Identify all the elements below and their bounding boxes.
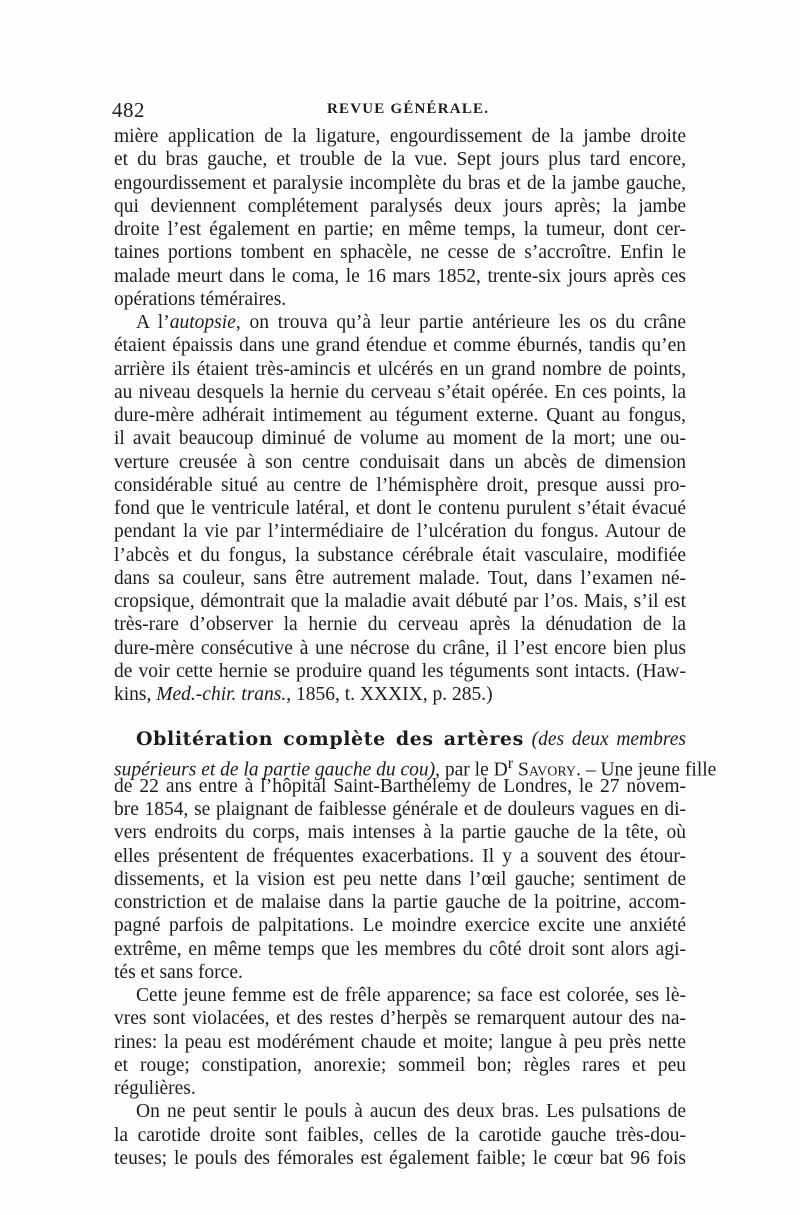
text-line: verture creusée à son centre conduisait dans un abcès de dimension (114, 451, 686, 473)
section-title: Oblitération complète des artères (136, 728, 524, 751)
text-line: de 22 ans entre à l’hôpital Saint-Barthélemy de Londres, le 27 novem- (114, 775, 686, 797)
text-line: taines portions tombent en sphacèle, ne cesse de s’accroître. Enfin le (114, 242, 686, 264)
text-line: malade meurt dans le coma, le 16 mars 1852, trente-six jours après ces (114, 265, 686, 287)
text-line: rines: la peau est modérément chaude et moite; langue à peu près nette (114, 1031, 686, 1053)
text-line (114, 728, 686, 751)
text-line: de voir cette hernie se produire quand les téguments sont intacts. (Haw- (114, 660, 686, 682)
section-subtitle: (des deux membres (531, 729, 687, 751)
text-line: tés et sans force. (114, 961, 243, 983)
text-line: dure-mère adhérait intimement au tégument externe. Quant au fongus, (114, 405, 686, 426)
text-run: , 1856, t. XXXIX, p. 285.) (286, 684, 493, 705)
text-line: pendant la vie par l’intermédiaire de l’ulcération du fongus. Autour de (114, 521, 686, 543)
text-run: , on trouva qu’à leur partie antérieure les os du crâne (235, 312, 686, 333)
text-line: considérable situé au centre de l’hémisphère droit, presque aussi pro- (114, 474, 686, 496)
text-line (114, 683, 686, 706)
text-line: On ne peut sentir le pouls à aucun des deux bras. Les pulsations de (136, 1101, 686, 1123)
running-head: REVUE GÉNÉRALE. (327, 101, 490, 117)
author-name: Savory (513, 759, 577, 780)
text-line (114, 752, 717, 780)
text-line: elles présentent de fréquentes exacerbations. Il y a souvent des étour- (114, 845, 686, 867)
text-line: extrême, en même temps que les membres du côté droit sont alors agi- (114, 938, 686, 960)
text-line: très-rare d’observer la hernie du cerveau après la dénudation de la (114, 614, 686, 636)
superscript: r (507, 753, 514, 772)
text-line: mière application de la ligature, engourdissement de la jambe droite (114, 126, 686, 147)
paragraph-section-obliteration (114, 728, 717, 984)
text-line (114, 311, 686, 334)
text-line: cropsique, démontrait que la maladie avait débuté par l’os. Mais, s’il est (114, 591, 686, 612)
text-line: l’abcès et du fongus, la substance cérébrale était vasculaire, modifiée (114, 544, 686, 566)
text-run: A l’ (136, 312, 170, 333)
paragraph-autopsy (114, 311, 686, 706)
citation-journal: Med.-chir. trans. (156, 684, 287, 705)
paragraph-case-end (114, 125, 686, 311)
text-run: kins, (114, 684, 157, 705)
text-line: vres sont violacées, et des restes d’herpès se remarquent autour des na- (114, 1008, 686, 1030)
section-gap (114, 706, 686, 728)
text-line: vers endroits du corps, mais intenses à la partie gauche de la tête, où (114, 822, 686, 844)
text-line: fond que le ventricule latéral, et dont le contenu purulent s’était évacué (114, 498, 686, 519)
text-line: teuses; le pouls des fémorales est également faible; le cœur bat 96 fois (114, 1147, 686, 1169)
paragraph-pulse (114, 1100, 686, 1170)
section-subtitle: supérieurs et de la partie gauche du cou) (114, 759, 436, 780)
text-line: régulières. (114, 1078, 196, 1099)
text-line: et rouge; constipation, anorexie; sommeil bon; règles rares et peu (114, 1054, 686, 1076)
text-line: arrière ils étaient très-amincis et ulcérés en un grand nombre de points, (114, 358, 686, 380)
body-text (114, 125, 717, 1170)
page-number: 482 (112, 98, 145, 122)
emphasis-autopsie: autopsie (169, 312, 236, 333)
text-run: , par le D (435, 759, 508, 780)
text-line: étaient épaissis dans une grand étendue et comme éburnés, tandis qu’en (114, 335, 686, 357)
text-line: et du bras gauche, et trouble de la vue. Sept jours plus tard encore, (114, 149, 686, 171)
text-line: qui deviennent complétement paralysés deux jours après; la jambe (114, 195, 686, 217)
text-run: . – Une jeune fille (576, 759, 717, 780)
text-line: dissements, et la vision est peu nette dans l’œil gauche; sentiment de (114, 868, 686, 890)
paragraph-examination (114, 984, 686, 1100)
text-line: constriction et de malaise dans la partie gauche de la poitrine, accom- (114, 892, 686, 913)
text-line: bre 1854, se plaignant de faiblesse générale et de douleurs vagues en di- (114, 799, 686, 820)
text-line: au niveau desquels la hernie du cerveau s’était opérée. En ces points, la (114, 381, 686, 403)
page-header (112, 98, 688, 124)
text-line: engourdissement et paralysie incomplète du bras et de la jambe gauche, (114, 172, 686, 194)
text-line: il avait beaucoup diminué de volume au moment de la mort; une ou- (114, 428, 686, 450)
text-line: la carotide droite sont faibles, celles de la carotide gauche très-dou- (114, 1124, 686, 1146)
text-line: opérations téméraires. (114, 288, 287, 310)
text-line: droite l’est également en partie; en même temps, la tumeur, dont cer- (114, 219, 686, 240)
text-line: Cette jeune femme est de frêle apparence; sa face est colorée, ses lè- (136, 985, 686, 1006)
text-line: pagné parfois de palpitations. Le moindre exercice excite une anxiété (114, 915, 686, 937)
text-line: dure-mère consécutive à une nécrose du crâne, il l’est encore bien plus (114, 637, 686, 659)
text-line: dans sa couleur, sans être autrement malade. Tout, dans l’examen né- (114, 567, 686, 589)
